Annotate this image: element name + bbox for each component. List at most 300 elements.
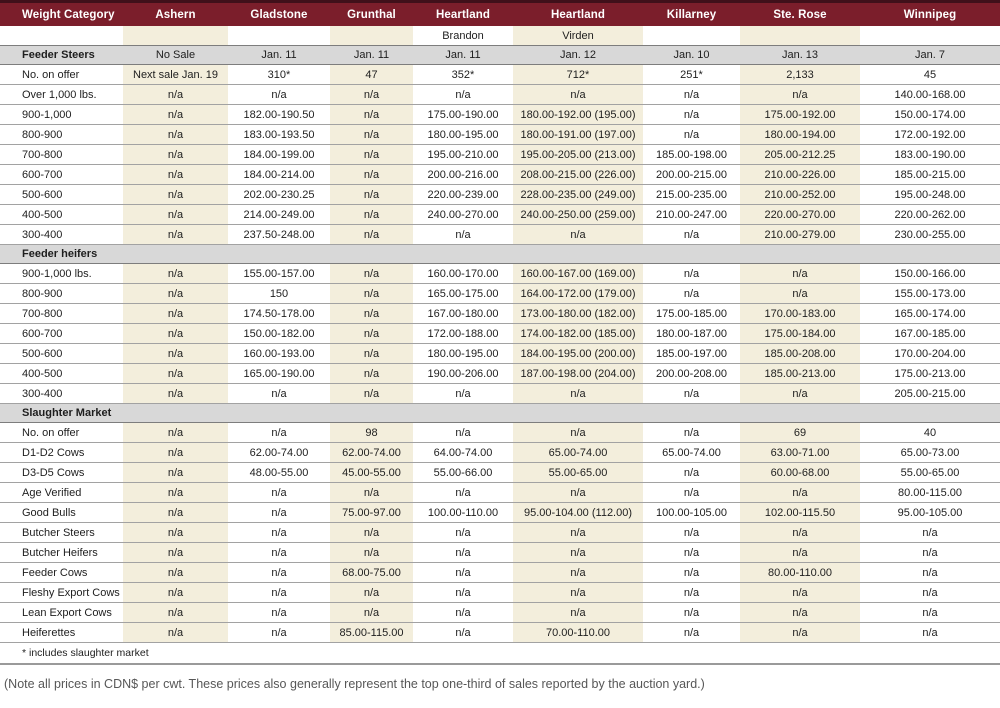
row-label: 300-400: [0, 384, 123, 404]
market-subheader: [123, 26, 228, 46]
price-cell: 64.00-74.00: [413, 443, 513, 463]
price-cell: 63.00-71.00: [740, 443, 860, 463]
price-cell: n/a: [228, 85, 330, 105]
price-cell: n/a: [513, 543, 643, 563]
sale-date-cell: Jan. 13: [740, 46, 860, 65]
sale-date-cell: [413, 245, 513, 264]
price-cell: 65.00-74.00: [513, 443, 643, 463]
price-cell: 190.00-206.00: [413, 364, 513, 384]
price-cell: 180.00-194.00: [740, 125, 860, 145]
price-cell: n/a: [123, 185, 228, 205]
price-cell: 251*: [643, 65, 740, 85]
price-cell: n/a: [740, 523, 860, 543]
price-cell: 167.00-185.00: [860, 324, 1000, 344]
sale-date-cell: [860, 245, 1000, 264]
price-cell: n/a: [643, 483, 740, 503]
sale-date-cell: [513, 404, 643, 423]
price-cell: n/a: [643, 543, 740, 563]
price-cell: n/a: [330, 85, 413, 105]
price-cell: n/a: [413, 543, 513, 563]
price-cell: 240.00-270.00: [413, 205, 513, 225]
price-cell: n/a: [123, 364, 228, 384]
price-cell: 165.00-190.00: [228, 364, 330, 384]
weight-category-header: Weight Category: [0, 2, 123, 27]
row-label: Fleshy Export Cows: [0, 583, 123, 603]
row-label: Good Bulls: [0, 503, 123, 523]
price-cell: 95.00-104.00 (112.00): [513, 503, 643, 523]
price-cell: 175.00-213.00: [860, 364, 1000, 384]
sale-date-cell: [228, 404, 330, 423]
sale-date-cell: [228, 245, 330, 264]
table-row: [0, 205, 1000, 225]
price-cell: n/a: [330, 165, 413, 185]
row-label: 900-1,000 lbs.: [0, 264, 123, 284]
price-cell: n/a: [228, 583, 330, 603]
subheader-row: [0, 26, 1000, 46]
table-row: [0, 185, 1000, 205]
price-cell: 174.50-178.00: [228, 304, 330, 324]
price-cell: n/a: [643, 563, 740, 583]
market-header: Ste. Rose: [740, 2, 860, 27]
price-cell: n/a: [860, 543, 1000, 563]
price-cell: n/a: [330, 583, 413, 603]
price-cell: n/a: [413, 225, 513, 245]
price-cell: 60.00-68.00: [740, 463, 860, 483]
price-cell: n/a: [643, 523, 740, 543]
price-cell: n/a: [413, 523, 513, 543]
price-cell: 180.00-192.00 (195.00): [513, 105, 643, 125]
price-cell: 200.00-215.00: [643, 165, 740, 185]
price-cell: n/a: [513, 483, 643, 503]
sale-date-cell: [643, 245, 740, 264]
price-cell: n/a: [123, 85, 228, 105]
sale-date-cell: Jan. 11: [413, 46, 513, 65]
market-subheader: [643, 26, 740, 46]
price-cell: n/a: [643, 623, 740, 643]
price-cell: n/a: [123, 423, 228, 443]
price-cell: 208.00-215.00 (226.00): [513, 165, 643, 185]
price-cell: n/a: [513, 563, 643, 583]
price-cell: 69: [740, 423, 860, 443]
price-cell: 185.00-208.00: [740, 344, 860, 364]
price-cell: n/a: [740, 583, 860, 603]
sale-date-cell: [513, 245, 643, 264]
price-cell: n/a: [330, 483, 413, 503]
market-subheader: [228, 26, 330, 46]
price-cell: n/a: [123, 304, 228, 324]
table-row: [0, 65, 1000, 85]
price-cell: 237.50-248.00: [228, 225, 330, 245]
price-cell: 165.00-174.00: [860, 304, 1000, 324]
price-cell: 712*: [513, 65, 643, 85]
price-cell: n/a: [123, 284, 228, 304]
sale-date-cell: Jan. 10: [643, 46, 740, 65]
price-cell: 185.00-197.00: [643, 344, 740, 364]
price-cell: 175.00-184.00: [740, 324, 860, 344]
price-cell: 180.00-195.00: [413, 344, 513, 364]
price-cell: 352*: [413, 65, 513, 85]
price-cell: n/a: [228, 384, 330, 404]
price-cell: 200.00-216.00: [413, 165, 513, 185]
table-row: [0, 483, 1000, 503]
price-cell: 2,133: [740, 65, 860, 85]
price-cell: n/a: [123, 503, 228, 523]
price-cell: n/a: [228, 543, 330, 563]
table-row: [0, 423, 1000, 443]
price-cell: n/a: [513, 384, 643, 404]
sale-date-cell: No Sale: [123, 46, 228, 65]
price-cell: n/a: [740, 384, 860, 404]
table-row: [0, 284, 1000, 304]
table-row: [0, 324, 1000, 344]
price-cell: 160.00-167.00 (169.00): [513, 264, 643, 284]
price-cell: n/a: [643, 583, 740, 603]
price-cell: 167.00-180.00: [413, 304, 513, 324]
price-cell: n/a: [123, 344, 228, 364]
price-cell: 230.00-255.00: [860, 225, 1000, 245]
price-cell: 220.00-270.00: [740, 205, 860, 225]
row-label: 700-800: [0, 304, 123, 324]
section-title-row: [0, 404, 1000, 423]
table-row: [0, 264, 1000, 284]
table-row: [0, 165, 1000, 185]
price-cell: Next sale Jan. 19: [123, 65, 228, 85]
price-cell: 220.00-239.00: [413, 185, 513, 205]
market-subheader: [0, 26, 123, 46]
sale-date-cell: Jan. 12: [513, 46, 643, 65]
row-label: Butcher Steers: [0, 523, 123, 543]
row-label: D3-D5 Cows: [0, 463, 123, 483]
price-cell: n/a: [860, 583, 1000, 603]
table-row: [0, 105, 1000, 125]
price-cell: n/a: [740, 603, 860, 623]
price-cell: n/a: [330, 324, 413, 344]
price-cell: n/a: [123, 105, 228, 125]
row-label: 900-1,000: [0, 105, 123, 125]
price-cell: 200.00-208.00: [643, 364, 740, 384]
table-row: [0, 603, 1000, 623]
table-row: [0, 583, 1000, 603]
row-label: 800-900: [0, 125, 123, 145]
price-cell: 183.00-190.00: [860, 145, 1000, 165]
row-label: 800-900: [0, 284, 123, 304]
sale-date-cell: [330, 245, 413, 264]
price-cell: n/a: [228, 503, 330, 523]
price-cell: n/a: [123, 483, 228, 503]
market-subheader: Brandon: [413, 26, 513, 46]
price-cell: 75.00-97.00: [330, 503, 413, 523]
price-cell: n/a: [860, 563, 1000, 583]
row-label: 600-700: [0, 324, 123, 344]
price-cell: n/a: [330, 145, 413, 165]
price-cell: n/a: [330, 523, 413, 543]
price-cell: 102.00-115.50: [740, 503, 860, 523]
price-cell: n/a: [513, 603, 643, 623]
price-cell: 240.00-250.00 (259.00): [513, 205, 643, 225]
price-cell: n/a: [123, 264, 228, 284]
price-cell: 164.00-172.00 (179.00): [513, 284, 643, 304]
price-cell: n/a: [123, 165, 228, 185]
table-row: [0, 443, 1000, 463]
price-cell: n/a: [860, 523, 1000, 543]
price-cell: n/a: [643, 423, 740, 443]
table-head: [0, 2, 1000, 46]
price-cell: 55.00-66.00: [413, 463, 513, 483]
price-cell: 80.00-115.00: [860, 483, 1000, 503]
sale-date-cell: [330, 404, 413, 423]
price-cell: n/a: [330, 264, 413, 284]
price-cell: n/a: [513, 523, 643, 543]
market-header: Heartland: [513, 2, 643, 27]
price-cell: n/a: [413, 384, 513, 404]
table-row: [0, 384, 1000, 404]
table-row: [0, 344, 1000, 364]
row-label: 400-500: [0, 205, 123, 225]
price-cell: 195.00-205.00 (213.00): [513, 145, 643, 165]
price-cell: n/a: [643, 85, 740, 105]
price-cell: 185.00-213.00: [740, 364, 860, 384]
sale-date-cell: [740, 404, 860, 423]
price-cell: n/a: [413, 583, 513, 603]
row-label: 500-600: [0, 344, 123, 364]
section-title: Feeder Steers: [0, 46, 123, 65]
price-cell: n/a: [643, 264, 740, 284]
price-cell: n/a: [123, 324, 228, 344]
price-cell: n/a: [330, 185, 413, 205]
price-cell: 175.00-190.00: [413, 105, 513, 125]
market-header: Gladstone: [228, 2, 330, 27]
price-cell: n/a: [740, 483, 860, 503]
price-cell: n/a: [330, 205, 413, 225]
price-cell: 155.00-173.00: [860, 284, 1000, 304]
price-cell: 80.00-110.00: [740, 563, 860, 583]
price-cell: 205.00-212.25: [740, 145, 860, 165]
price-cell: 70.00-110.00: [513, 623, 643, 643]
section-title-row: [0, 46, 1000, 65]
price-cell: 40: [860, 423, 1000, 443]
price-cell: 195.00-210.00: [413, 145, 513, 165]
sale-date-cell: Jan. 7: [860, 46, 1000, 65]
price-cell: n/a: [330, 603, 413, 623]
price-cell: 183.00-193.50: [228, 125, 330, 145]
table-row: [0, 503, 1000, 523]
section-title: Feeder heifers: [0, 245, 123, 264]
market-header: Winnipeg: [860, 2, 1000, 27]
table-row: [0, 523, 1000, 543]
price-cell: n/a: [413, 85, 513, 105]
table-row: [0, 463, 1000, 483]
price-cell: 175.00-185.00: [643, 304, 740, 324]
price-cell: 172.00-192.00: [860, 125, 1000, 145]
table-row: [0, 543, 1000, 563]
price-cell: 95.00-105.00: [860, 503, 1000, 523]
row-label: No. on offer: [0, 423, 123, 443]
price-cell: n/a: [643, 225, 740, 245]
price-cell: n/a: [330, 344, 413, 364]
price-cell: 160.00-193.00: [228, 344, 330, 364]
price-cell: 210.00-226.00: [740, 165, 860, 185]
row-label: Over 1,000 lbs.: [0, 85, 123, 105]
price-cell: 85.00-115.00: [330, 623, 413, 643]
row-label: 600-700: [0, 165, 123, 185]
sale-date-cell: [860, 404, 1000, 423]
price-cell: 310*: [228, 65, 330, 85]
price-cell: 150.00-182.00: [228, 324, 330, 344]
price-cell: n/a: [123, 623, 228, 643]
row-label: Feeder Cows: [0, 563, 123, 583]
price-cell: n/a: [123, 583, 228, 603]
price-cell: 68.00-75.00: [330, 563, 413, 583]
price-cell: n/a: [123, 563, 228, 583]
price-cell: n/a: [413, 563, 513, 583]
price-cell: n/a: [330, 384, 413, 404]
row-label: 700-800: [0, 145, 123, 165]
price-cell: n/a: [513, 225, 643, 245]
table-row: [0, 145, 1000, 165]
price-cell: n/a: [123, 384, 228, 404]
price-cell: 184.00-214.00: [228, 165, 330, 185]
price-cell: 65.00-74.00: [643, 443, 740, 463]
price-cell: n/a: [643, 284, 740, 304]
footnote-row: [0, 643, 1000, 665]
row-label: Lean Export Cows: [0, 603, 123, 623]
market-header: Ashern: [123, 2, 228, 27]
sale-date-cell: Jan. 11: [228, 46, 330, 65]
price-cell: n/a: [413, 423, 513, 443]
price-cell: n/a: [740, 623, 860, 643]
price-cell: 184.00-199.00: [228, 145, 330, 165]
price-cell: 45: [860, 65, 1000, 85]
price-cell: n/a: [513, 583, 643, 603]
header-row: [0, 2, 1000, 27]
row-label: 400-500: [0, 364, 123, 384]
price-cell: n/a: [123, 463, 228, 483]
price-cell: n/a: [123, 523, 228, 543]
price-cell: n/a: [228, 523, 330, 543]
price-cell: n/a: [413, 483, 513, 503]
price-cell: 182.00-190.50: [228, 105, 330, 125]
price-cell: 172.00-188.00: [413, 324, 513, 344]
sale-date-cell: Jan. 11: [330, 46, 413, 65]
price-cell: 205.00-215.00: [860, 384, 1000, 404]
market-header: Grunthal: [330, 2, 413, 27]
price-cell: 202.00-230.25: [228, 185, 330, 205]
price-cell: 62.00-74.00: [228, 443, 330, 463]
table-row: [0, 623, 1000, 643]
price-cell: 150.00-166.00: [860, 264, 1000, 284]
table-row: [0, 563, 1000, 583]
sale-date-cell: [740, 245, 860, 264]
price-cell: n/a: [330, 105, 413, 125]
price-cell: 228.00-235.00 (249.00): [513, 185, 643, 205]
market-header: Killarney: [643, 2, 740, 27]
price-cell: 175.00-192.00: [740, 105, 860, 125]
price-cell: 55.00-65.00: [860, 463, 1000, 483]
price-cell: 173.00-180.00 (182.00): [513, 304, 643, 324]
price-note: (Note all prices in CDN$ per cwt. These prices also generally represent the top one-third of sales reported by the auction yard.): [4, 677, 705, 691]
price-cell: n/a: [513, 85, 643, 105]
price-cell: 150: [228, 284, 330, 304]
price-cell: 214.00-249.00: [228, 205, 330, 225]
market-subheader: [740, 26, 860, 46]
row-label: Heiferettes: [0, 623, 123, 643]
price-cell: 165.00-175.00: [413, 284, 513, 304]
price-cell: 55.00-65.00: [513, 463, 643, 483]
price-cell: n/a: [330, 543, 413, 563]
price-cell: n/a: [513, 423, 643, 443]
price-cell: 98: [330, 423, 413, 443]
price-cell: 220.00-262.00: [860, 205, 1000, 225]
footnote-text: * includes slaughter market: [0, 643, 1000, 665]
price-cell: n/a: [330, 284, 413, 304]
section-title-row: [0, 245, 1000, 264]
price-cell: 155.00-157.00: [228, 264, 330, 284]
price-cell: n/a: [643, 603, 740, 623]
market-header: Heartland: [413, 2, 513, 27]
price-cell: n/a: [228, 603, 330, 623]
price-cell: n/a: [330, 225, 413, 245]
price-cell: n/a: [740, 85, 860, 105]
price-cell: n/a: [123, 603, 228, 623]
price-cell: n/a: [228, 423, 330, 443]
price-cell: n/a: [413, 603, 513, 623]
price-cell: 170.00-204.00: [860, 344, 1000, 364]
price-cell: n/a: [860, 603, 1000, 623]
price-cell: n/a: [123, 125, 228, 145]
sale-date-cell: [643, 404, 740, 423]
price-cell: 62.00-74.00: [330, 443, 413, 463]
price-cell: n/a: [643, 105, 740, 125]
price-cell: 210.00-252.00: [740, 185, 860, 205]
price-cell: 187.00-198.00 (204.00): [513, 364, 643, 384]
price-cell: 100.00-110.00: [413, 503, 513, 523]
price-cell: 185.00-198.00: [643, 145, 740, 165]
price-cell: n/a: [740, 543, 860, 563]
price-cell: n/a: [413, 623, 513, 643]
price-cell: 45.00-55.00: [330, 463, 413, 483]
table-row: [0, 304, 1000, 324]
price-cell: n/a: [228, 623, 330, 643]
price-cell: 48.00-55.00: [228, 463, 330, 483]
section-title: Slaughter Market: [0, 404, 123, 423]
market-subheader: Virden: [513, 26, 643, 46]
price-cell: n/a: [123, 543, 228, 563]
price-cell: 180.00-195.00: [413, 125, 513, 145]
price-cell: 210.00-247.00: [643, 205, 740, 225]
table-row: [0, 125, 1000, 145]
row-label: No. on offer: [0, 65, 123, 85]
price-cell: n/a: [740, 264, 860, 284]
row-label: D1-D2 Cows: [0, 443, 123, 463]
table-row: [0, 225, 1000, 245]
sale-date-cell: [413, 404, 513, 423]
price-cell: 170.00-183.00: [740, 304, 860, 324]
price-cell: 180.00-191.00 (197.00): [513, 125, 643, 145]
price-cell: n/a: [330, 304, 413, 324]
price-cell: 140.00-168.00: [860, 85, 1000, 105]
sale-date-cell: [123, 245, 228, 264]
price-cell: 184.00-195.00 (200.00): [513, 344, 643, 364]
price-cell: n/a: [123, 443, 228, 463]
market-subheader: [860, 26, 1000, 46]
price-cell: 185.00-215.00: [860, 165, 1000, 185]
price-cell: 47: [330, 65, 413, 85]
row-label: 500-600: [0, 185, 123, 205]
price-cell: n/a: [643, 125, 740, 145]
price-cell: n/a: [228, 483, 330, 503]
price-cell: 215.00-235.00: [643, 185, 740, 205]
table-body: [0, 46, 1000, 665]
